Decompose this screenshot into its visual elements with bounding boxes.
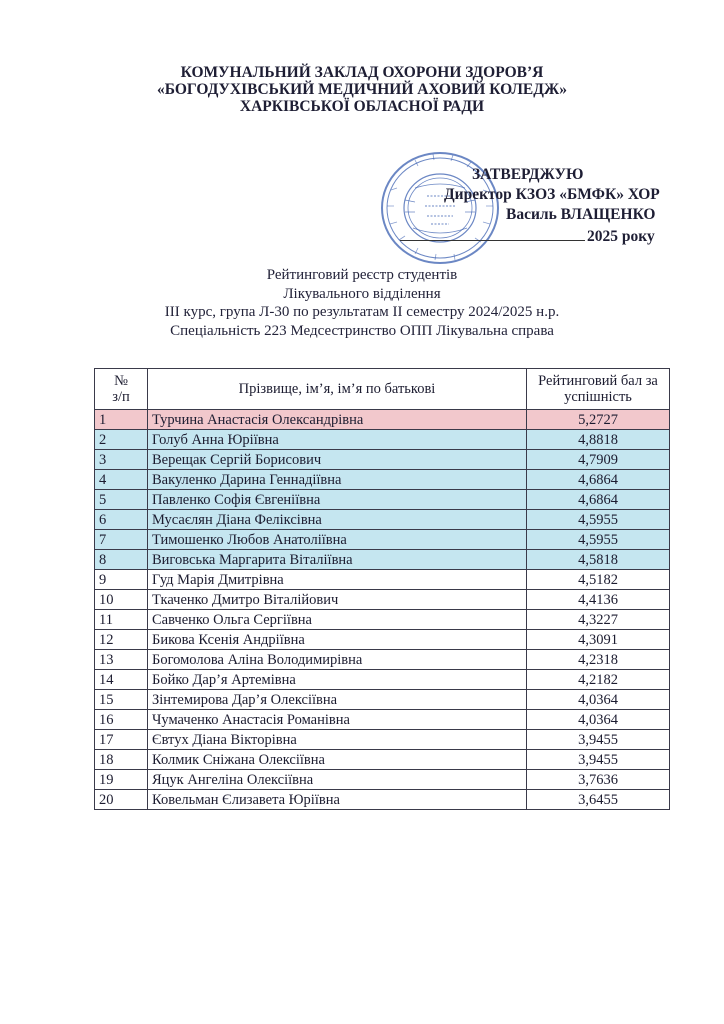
rating-score: 4,8818 [527,430,670,450]
rating-score: 3,9455 [527,750,670,770]
approval-date-suffix: 2025 року [587,228,655,245]
row-number: 7 [95,530,148,550]
title-line-2: Лікувального відділення [283,285,441,302]
row-number: 12 [95,630,148,650]
approval-date [400,226,655,246]
row-number: 11 [95,610,148,630]
approval-position: Директор КЗОЗ «БМФК» ХОР [444,186,660,203]
table-row [95,790,670,810]
institution-header [0,64,724,115]
header-num-line-2: з/п [112,389,130,405]
row-number: 4 [95,470,148,490]
student-name: Євтух Діана Вікторівна [148,730,527,750]
student-name: Верещак Сергій Борисович [148,450,527,470]
row-number: 17 [95,730,148,750]
student-name: Гуд Марія Дмитрівна [148,570,527,590]
row-number: 9 [95,570,148,590]
table-row [95,650,670,670]
student-name: Ткаченко Дмитро Віталійович [148,590,527,610]
approval-block [400,166,700,246]
row-number: 1 [95,410,148,430]
row-number: 15 [95,690,148,710]
header-line-2: «БОГОДУХІВСЬКИЙ МЕДИЧНИЙ АХОВИЙ КОЛЕДЖ» [156,81,568,98]
table-row [95,670,670,690]
student-name: Мусаєлян Діана Феліксівна [148,510,527,530]
header-line-3: ХАРКІВСЬКОЇ ОБЛАСНОЇ РАДИ [239,98,485,115]
date-underline [400,226,585,241]
rating-score: 4,2182 [527,670,670,690]
student-name: Бойко Дар’я Артемівна [148,670,527,690]
table-row [95,750,670,770]
rating-score: 4,0364 [527,690,670,710]
student-name: Голуб Анна Юріївна [148,430,527,450]
row-number: 18 [95,750,148,770]
table-row [95,730,670,750]
rating-table [94,368,670,810]
rating-score: 3,7636 [527,770,670,790]
table-row [95,490,670,510]
rating-score: 4,7909 [527,450,670,470]
table-row [95,530,670,550]
rating-score: 5,2727 [527,410,670,430]
column-header-name: Прізвище, ім’я, ім’я по батькові [148,369,527,410]
rating-score: 4,6864 [527,490,670,510]
title-line-4: Спеціальність 223 Медсестринство ОПП Лікувальна справа [170,322,554,339]
student-name: Турчина Анастасія Олександрівна [148,410,527,430]
row-number: 6 [95,510,148,530]
rating-score: 4,3227 [527,610,670,630]
rating-score: 4,4136 [527,590,670,610]
title-line-3: ІІІ курс, група Л-30 по результатам ІІ семестру 2024/2025 н.р. [164,304,560,320]
header-num-line-1: № [114,373,128,389]
rating-score: 4,2318 [527,650,670,670]
title-line-1: Рейтинговий реєстр студентів [266,267,458,283]
header-line-1: КОМУНАЛЬНИЙ ЗАКЛАД ОХОРОНИ ЗДОРОВ’Я [180,64,544,81]
table-row [95,470,670,490]
table-row [95,450,670,470]
table-row [95,510,670,530]
student-name: Чумаченко Анастасія Романівна [148,710,527,730]
rating-score: 4,5818 [527,550,670,570]
table-row [95,710,670,730]
table-row [95,550,670,570]
table-header-row [95,369,670,410]
student-name: Колмик Сніжана Олексіївна [148,750,527,770]
student-name: Вакуленко Дарина Геннадіївна [148,470,527,490]
approval-title: ЗАТВЕРДЖУЮ [472,166,584,183]
row-number: 13 [95,650,148,670]
header-score-line-1: Рейтинговий бал за [538,373,658,389]
table-row [95,410,670,430]
student-name: Бикова Ксенія Андріївна [148,630,527,650]
rating-score: 4,5182 [527,570,670,590]
rating-score: 4,5955 [527,510,670,530]
row-number: 5 [95,490,148,510]
table-row [95,770,670,790]
student-name: Ковельман Єлизавета Юріївна [148,790,527,810]
row-number: 20 [95,790,148,810]
student-name: Тимошенко Любов Анатоліївна [148,530,527,550]
row-number: 19 [95,770,148,790]
student-name: Зінтемирова Дар’я Олексіївна [148,690,527,710]
table-row [95,590,670,610]
header-score-line-2: успішність [564,389,632,405]
row-number: 10 [95,590,148,610]
rating-score: 4,5955 [527,530,670,550]
approval-signatory: Василь ВЛАЩЕНКО [506,206,656,223]
rating-score: 4,0364 [527,710,670,730]
table-row [95,610,670,630]
row-number: 2 [95,430,148,450]
table-row [95,430,670,450]
table-row [95,690,670,710]
rating-score: 3,6455 [527,790,670,810]
rating-score: 3,9455 [527,730,670,750]
document-title [0,266,724,340]
row-number: 8 [95,550,148,570]
table-row [95,630,670,650]
student-name: Виговська Маргарита Віталіївна [148,550,527,570]
student-name: Павленко Софія Євгеніївна [148,490,527,510]
table-row [95,570,670,590]
column-header-number [95,369,148,410]
rating-score: 4,6864 [527,470,670,490]
student-name: Яцук Ангеліна Олексіївна [148,770,527,790]
row-number: 14 [95,670,148,690]
student-name: Савченко Ольга Сергіївна [148,610,527,630]
rating-score: 4,3091 [527,630,670,650]
column-header-score [527,369,670,410]
row-number: 16 [95,710,148,730]
row-number: 3 [95,450,148,470]
student-name: Богомолова Аліна Володимирівна [148,650,527,670]
